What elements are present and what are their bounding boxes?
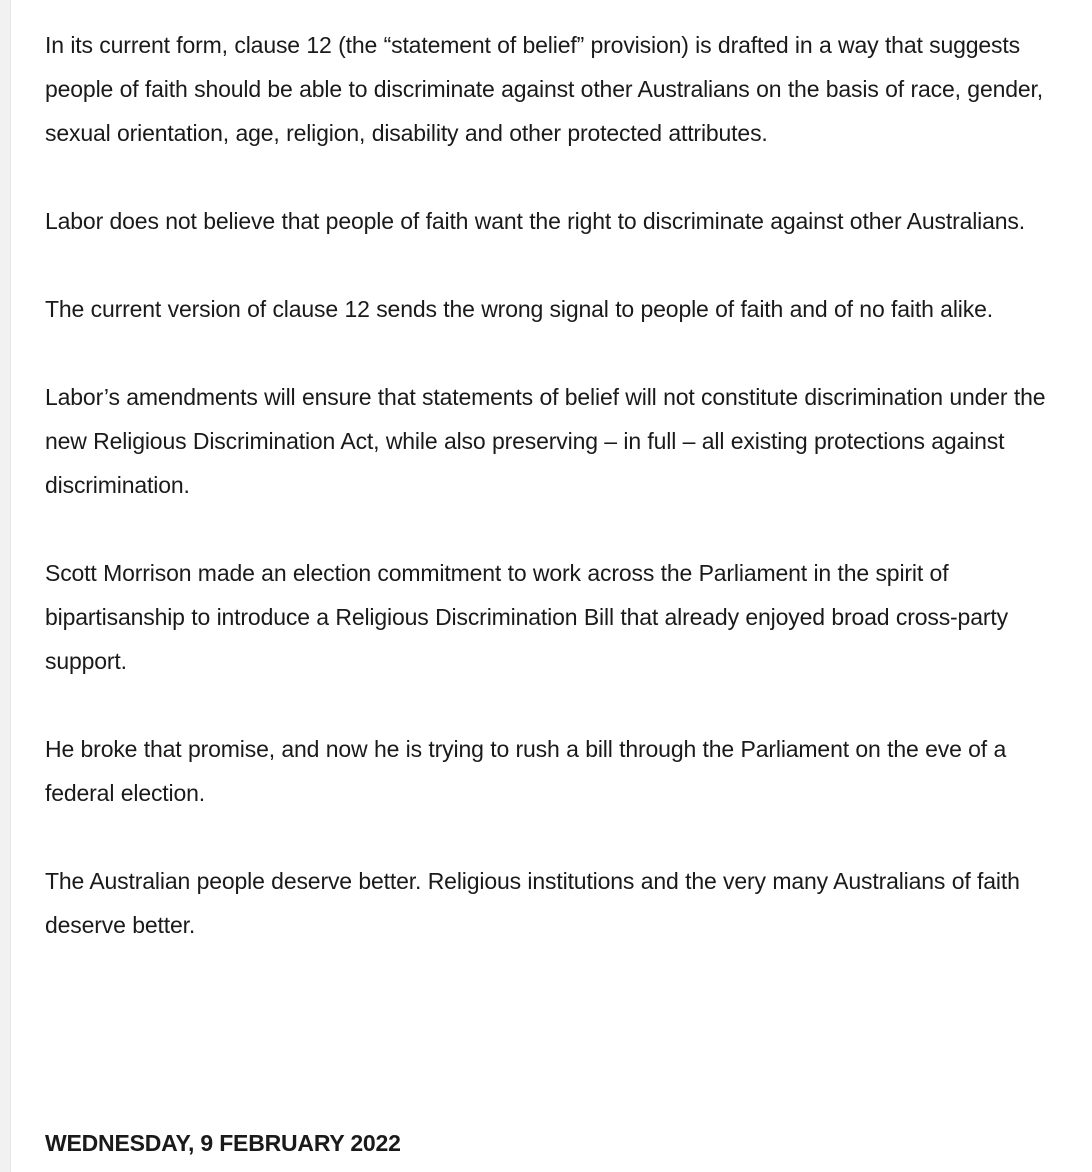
paragraph-labor-belief: Labor does not believe that people of faith want the right to discriminate against other Australians. xyxy=(45,208,1026,234)
paragraph-clause-12: In its current form, clause 12 (the “statement of belief” provision) is drafted in a way that suggests people of faith should be able to discriminate against other Australians on the basis of race, gender, sexual orientation, age, religion, disability and other protected attributes. xyxy=(45,32,1043,146)
paragraph-labor-amendments: Labor’s amendments will ensure that statements of belief will not constitute discrimination under the new Religious Discrimination Act, while also preserving – in full – all existing protections against discrimination. xyxy=(45,384,1046,498)
dateline: WEDNESDAY, 9 FEBRUARY 2022 xyxy=(45,1130,401,1156)
paragraph-broken-promise: He broke that promise, and now he is trying to rush a bill through the Parliament on the eve of a federal election. xyxy=(45,736,1007,806)
paragraph-wrong-signal: The current version of clause 12 sends the wrong signal to people of faith and of no faith alike. xyxy=(45,296,993,322)
paragraph-election-commitment: Scott Morrison made an election commitment to work across the Parliament in the spirit of bipartisanship to introduce a Religious Discrimination Bill that already enjoyed broad cross-party support. xyxy=(45,560,1008,674)
page-left-border xyxy=(0,0,11,1172)
article-body xyxy=(45,23,1055,991)
paragraph-deserve-better: The Australian people deserve better. Religious institutions and the very many Australians of faith deserve better. xyxy=(45,868,1020,938)
